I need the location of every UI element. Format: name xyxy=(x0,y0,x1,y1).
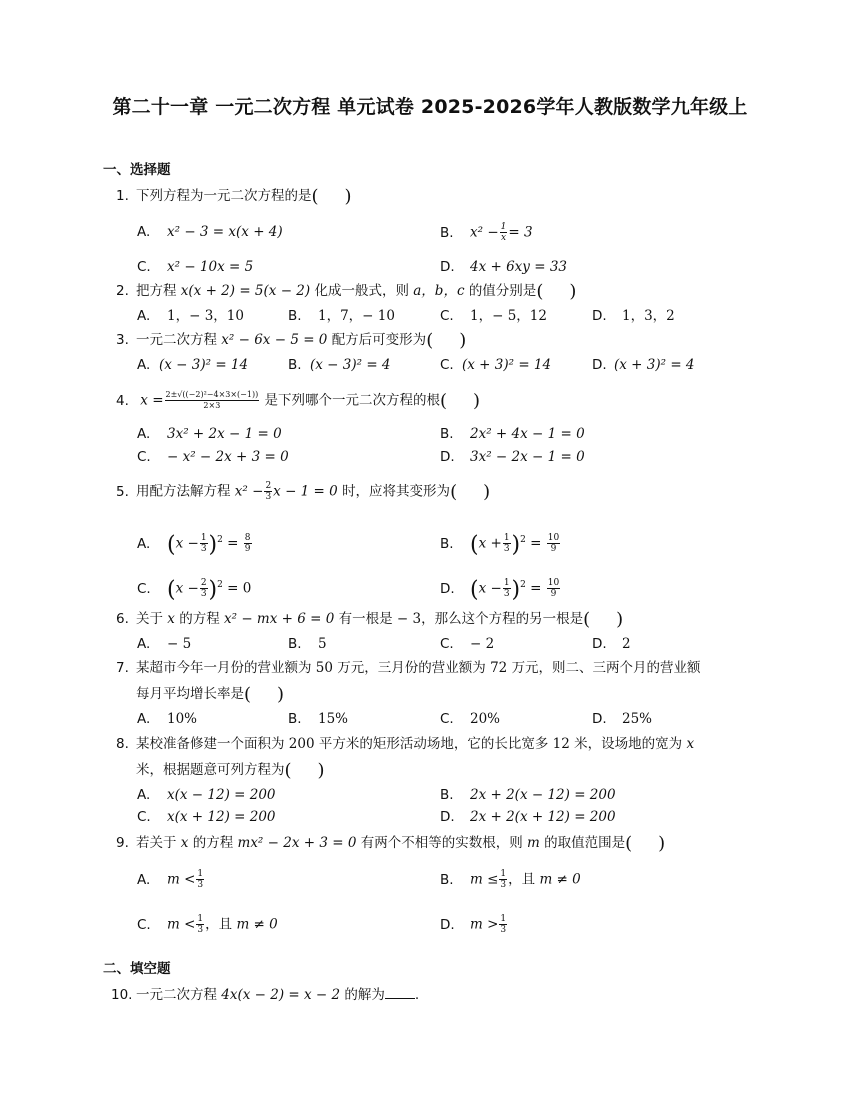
question-text-line2: 米，根据题意可列方程为 xyxy=(136,762,285,778)
option-label: B. xyxy=(440,871,454,888)
question-root: − 3 xyxy=(396,611,422,627)
question-text-mid: 平方米的矩形活动场地，它的长比宽多 xyxy=(318,736,549,752)
q9-option-b[interactable] xyxy=(440,869,581,890)
answer-paren-open: ( xyxy=(311,186,319,207)
question-var: x xyxy=(167,611,175,627)
exponent: 2 xyxy=(217,580,223,590)
option-text: 1，7，− 10 xyxy=(318,308,395,324)
fraction-denominator: 3 xyxy=(500,925,507,935)
q6-option-d[interactable] xyxy=(592,634,631,654)
answer-paren-close: ) xyxy=(473,390,481,412)
q8-option-b[interactable] xyxy=(440,785,616,805)
q4-option-d[interactable] xyxy=(440,447,585,467)
question-equation-tail: x − 1 = 0 xyxy=(273,483,338,500)
option-text-tail: m ≠ 0 xyxy=(236,916,278,933)
answer-paren-close: ) xyxy=(658,833,666,854)
question-text: 某校准备修建一个面积为 xyxy=(136,736,285,752)
answer-paren-open: ( xyxy=(284,760,292,781)
q1-option-c[interactable] xyxy=(137,257,253,277)
option-label: A. xyxy=(137,426,151,442)
fraction-numerator: 1 xyxy=(197,869,204,879)
q7-option-d[interactable] xyxy=(592,709,652,729)
answer-paren-open: ( xyxy=(440,390,448,412)
question-equation: 4x(x − 2) = x − 2 xyxy=(221,987,341,1003)
q1-option-a[interactable] xyxy=(137,222,283,242)
answer-paren-open: ( xyxy=(536,281,544,302)
question-text-mid: 化成一般式，则 xyxy=(314,283,409,299)
fraction-denominator: 3 xyxy=(200,544,207,554)
question-value-2: 72 xyxy=(490,660,508,676)
q4-option-b[interactable] xyxy=(440,424,585,444)
question-2 xyxy=(116,281,576,302)
option-label: B. xyxy=(288,711,302,727)
q4-option-c[interactable] xyxy=(137,447,289,467)
section-heading-choice: 一、选择题 xyxy=(103,162,171,178)
option-text: m < xyxy=(167,916,196,933)
q1-option-d[interactable] xyxy=(440,257,567,277)
answer-paren-open: ( xyxy=(583,609,591,630)
equals-sign: = xyxy=(227,580,239,597)
option-text: (x + 3)² = 4 xyxy=(614,357,695,373)
question-text: 把方程 xyxy=(136,283,177,299)
question-text: 若关于 xyxy=(136,835,177,851)
question-text-line2: 每月平均增长率是 xyxy=(136,686,244,702)
question-var-2: m xyxy=(527,835,540,851)
option-text: x² − 3 = x(x + 4) xyxy=(167,224,283,240)
fraction-numerator: 1 xyxy=(500,222,507,232)
question-value-1: 50 xyxy=(315,660,333,676)
q6-option-a[interactable] xyxy=(137,634,191,654)
question-5 xyxy=(116,481,490,503)
option-text: (x + 3)² = 14 xyxy=(462,357,552,373)
option-label: B. xyxy=(440,426,454,442)
q1-option-b[interactable] xyxy=(440,222,533,243)
question-number: 8. xyxy=(116,736,129,752)
option-text: x(x − 12) = 200 xyxy=(167,787,276,803)
question-3 xyxy=(116,330,466,351)
fraction-denominator: 3 xyxy=(200,589,207,599)
question-var: x xyxy=(686,736,695,752)
option-label: D. xyxy=(440,449,455,465)
fraction-numerator: 1 xyxy=(197,914,204,924)
option-text: x − xyxy=(175,535,199,552)
option-label: C. xyxy=(440,357,454,373)
option-text: 1，− 3，10 xyxy=(167,308,244,324)
question-7 xyxy=(116,658,701,678)
option-label: C. xyxy=(440,308,454,324)
option-label: D. xyxy=(592,711,607,727)
q9-option-c[interactable] xyxy=(137,914,278,935)
question-text-mid2: 有一根是 xyxy=(338,611,393,627)
question-text-end: 的值分别是 xyxy=(468,283,537,299)
q6-option-c[interactable] xyxy=(440,634,494,654)
fraction-numerator: 10 xyxy=(547,578,560,588)
answer-paren-open: ( xyxy=(450,481,458,503)
question-vars: a，b，c xyxy=(413,283,465,299)
exponent: 2 xyxy=(520,580,526,590)
option-label: B. xyxy=(288,308,302,324)
option-text: 15% xyxy=(318,711,349,727)
answer-paren-close: ) xyxy=(483,481,491,503)
option-label: C. xyxy=(440,636,454,652)
equals-sign: = xyxy=(227,535,239,552)
option-text: 3x² − 2x − 1 = 0 xyxy=(470,449,585,465)
q3-option-d[interactable] xyxy=(592,355,695,375)
fraction xyxy=(196,869,204,890)
option-label: A. xyxy=(137,787,151,803)
fraction-numerator: 1 xyxy=(500,869,507,879)
option-text: x(x + 12) = 200 xyxy=(167,809,276,825)
option-label: C. xyxy=(137,259,151,275)
answer-paren-close: ) xyxy=(317,760,325,781)
question-text-end: 是下列哪个一元二次方程的根 xyxy=(264,392,441,409)
question-9 xyxy=(116,833,665,854)
option-label: C. xyxy=(440,711,454,727)
question-6 xyxy=(116,609,623,630)
question-text-end: 万元，则二、三两个月的营业额 xyxy=(511,660,701,676)
question-text-end: 配方后可变形为 xyxy=(331,332,427,348)
option-label: A. xyxy=(137,357,151,373)
question-7-line-2 xyxy=(136,684,284,705)
option-label: C. xyxy=(137,809,151,825)
exponent: 2 xyxy=(217,535,223,545)
section-heading-fill: 二、填空题 xyxy=(103,961,171,977)
fraction-denominator: 3 xyxy=(265,492,272,502)
option-text: 2x + 2(x − 12) = 200 xyxy=(470,787,616,803)
option-label: C. xyxy=(137,916,151,933)
option-text: (x − 3)² = 4 xyxy=(310,357,391,373)
q3-option-a[interactable] xyxy=(137,355,248,375)
answer-paren-open: ( xyxy=(244,684,252,705)
option-label: D. xyxy=(592,636,607,652)
answer-paren-close: ) xyxy=(616,609,624,630)
q3-option-b[interactable] xyxy=(288,355,391,375)
option-text: − 5 xyxy=(167,636,192,652)
question-number: 6. xyxy=(116,611,129,627)
option-text: (x − 3)² = 14 xyxy=(159,357,249,373)
option-label: A. xyxy=(137,308,151,324)
option-text: 5 xyxy=(318,636,327,652)
option-text-tail: m ≠ 0 xyxy=(539,871,581,888)
option-label: A. xyxy=(137,711,151,727)
fraction xyxy=(165,390,260,411)
option-label: D. xyxy=(440,580,455,597)
fraction xyxy=(547,533,560,554)
equals-sign: = xyxy=(530,580,542,597)
answer-paren-open: ( xyxy=(625,833,633,854)
fraction xyxy=(244,533,252,554)
q2-option-b[interactable] xyxy=(288,306,395,326)
answer-paren-close: ) xyxy=(569,281,577,302)
option-label: D. xyxy=(440,809,455,825)
option-text-mid: ，且 xyxy=(205,916,233,933)
question-equation: x² − 6x − 5 = 0 xyxy=(221,332,328,348)
fraction xyxy=(547,578,560,599)
option-text: m < xyxy=(167,871,196,888)
fraction-numerator: 2±√((−2)²−4×3×(−1)) xyxy=(165,390,259,399)
question-equation: x² − xyxy=(234,483,264,500)
question-number: 2. xyxy=(116,283,129,299)
answer-paren-close: ) xyxy=(277,684,285,705)
question-number: 10. xyxy=(111,987,133,1003)
option-label: B. xyxy=(440,224,454,241)
fraction-denominator: 9 xyxy=(550,544,557,554)
option-label: B. xyxy=(288,357,302,373)
question-text-mid2: 有两个不相等的实数根，则 xyxy=(360,835,523,851)
question-text-end: 的解为 xyxy=(344,987,385,1003)
option-text: 2 xyxy=(622,636,631,652)
option-text: 2x + 2(x + 12) = 200 xyxy=(470,809,616,825)
option-text: 1，− 5，12 xyxy=(470,308,547,324)
question-4 xyxy=(116,390,480,412)
q8-option-d[interactable] xyxy=(440,807,616,827)
option-text: − 2 xyxy=(470,636,495,652)
question-number: 7. xyxy=(116,660,129,676)
exponent: 2 xyxy=(520,535,526,545)
option-result: 0 xyxy=(242,580,252,597)
option-label: D. xyxy=(592,357,607,373)
option-label: C. xyxy=(137,580,151,597)
question-text: 用配方法解方程 xyxy=(136,483,231,500)
answer-paren-open: ( xyxy=(426,330,434,351)
q5-option-a[interactable]: A. (x − $\frac{1}{3}$ )$^2$ = $\frac{8}{9}$ xyxy=(137,532,251,558)
fraction-denominator: 3 xyxy=(503,589,510,599)
question-1 xyxy=(116,186,352,207)
option-label: C. xyxy=(137,449,151,465)
fraction xyxy=(264,481,272,502)
answer-blank[interactable] xyxy=(385,986,415,999)
q9-option-d[interactable] xyxy=(440,914,508,935)
question-text-mid: 的方程 xyxy=(192,835,234,851)
option-text: 2x² + 4x − 1 = 0 xyxy=(470,426,585,442)
fraction xyxy=(503,533,511,554)
fraction xyxy=(499,869,507,890)
option-label: B. xyxy=(440,787,454,803)
fraction-numerator: 10 xyxy=(547,533,560,543)
question-text: 一元二次方程 xyxy=(136,987,217,1003)
option-text: 20% xyxy=(470,711,501,727)
fraction-denominator: 3 xyxy=(197,880,204,890)
option-text-mid: ，且 xyxy=(508,871,536,888)
fraction-numerator: 2 xyxy=(200,578,207,588)
fraction xyxy=(500,222,508,243)
q7-option-c[interactable] xyxy=(440,709,500,729)
option-text: 25% xyxy=(622,711,653,727)
question-text-mid: 的方程 xyxy=(179,611,220,627)
q7-option-a[interactable] xyxy=(137,709,197,729)
option-text: x² − 10x = 5 xyxy=(167,259,254,275)
question-equation: mx² − 2x + 3 = 0 xyxy=(237,835,357,851)
question-number: 3. xyxy=(116,332,129,348)
question-text: 下列方程为一元二次方程的是 xyxy=(136,188,312,204)
fraction-denominator: 9 xyxy=(244,544,251,554)
question-value-2: 12 xyxy=(552,736,570,752)
question-equation: x(x + 2) = 5(x − 2) xyxy=(180,283,311,299)
fraction-denominator: x xyxy=(500,233,507,243)
question-text-end: ，那么这个方程的另一根是 xyxy=(421,611,584,627)
fraction-denominator: 3 xyxy=(197,925,204,935)
option-label: A. xyxy=(137,871,151,888)
question-text-end: 米，设场地的宽为 xyxy=(574,736,683,752)
option-label: D. xyxy=(440,259,455,275)
fraction-numerator: 1 xyxy=(500,914,507,924)
option-text: 1，3，2 xyxy=(622,308,675,324)
question-period: . xyxy=(414,987,420,1003)
question-text: 一元二次方程 xyxy=(136,332,217,348)
fraction-denominator: 3 xyxy=(500,880,507,890)
question-lhs: x = xyxy=(140,392,164,409)
fraction xyxy=(499,914,507,935)
q8-option-c[interactable] xyxy=(137,807,276,827)
option-text: m ≤ xyxy=(470,871,499,888)
question-value-1: 200 xyxy=(288,736,315,752)
option-text: x + xyxy=(478,535,502,552)
page-title: 第二十一章 一元二次方程 单元试卷 2025-2026学年人教版数学九年级上 xyxy=(112,96,748,118)
option-label: A. xyxy=(137,636,151,652)
question-8 xyxy=(116,734,694,754)
q5-option-d[interactable]: D. (x − $\frac{1}{3}$ )$^2$ = $\frac{10}{9}$ xyxy=(440,577,560,603)
answer-paren-close: ) xyxy=(344,186,352,207)
question-number: 5. xyxy=(116,483,129,500)
fraction-denominator: 3 xyxy=(503,544,510,554)
q2-option-c[interactable] xyxy=(440,306,547,326)
option-label: D. xyxy=(440,916,455,933)
q6-option-b[interactable] xyxy=(288,634,327,654)
fraction-numerator: 8 xyxy=(244,533,251,543)
option-text: 4x + 6xy = 33 xyxy=(470,259,567,275)
fraction-denominator: 2×3 xyxy=(203,401,221,410)
answer-paren-close: ) xyxy=(459,330,467,351)
question-text-end: 的取值范围是 xyxy=(544,835,626,851)
question-text-mid: 万元，三月份的营业额为 xyxy=(337,660,486,676)
fraction-numerator: 1 xyxy=(503,578,510,588)
fraction-numerator: 2 xyxy=(265,481,272,491)
q2-option-a[interactable] xyxy=(137,306,244,326)
question-text-end: 时，应将其变形为 xyxy=(342,483,451,500)
fraction-numerator: 1 xyxy=(503,533,510,543)
option-text: x − xyxy=(478,580,502,597)
fraction xyxy=(200,578,208,599)
question-number: 9. xyxy=(116,835,129,851)
question-number: 4. xyxy=(116,392,129,409)
option-text: 10% xyxy=(167,711,198,727)
option-text: 3x² + 2x − 1 = 0 xyxy=(167,426,282,442)
q2-option-d[interactable] xyxy=(592,306,675,326)
question-8-line-2 xyxy=(136,760,325,781)
option-text-tail: = 3 xyxy=(508,224,533,241)
q7-option-b[interactable] xyxy=(288,709,348,729)
fraction-numerator: 1 xyxy=(200,533,207,543)
option-text: m > xyxy=(470,916,499,933)
option-text: − x² − 2x + 3 = 0 xyxy=(167,449,289,465)
question-text: 某超市今年一月份的营业额为 xyxy=(136,660,312,676)
q8-option-a[interactable] xyxy=(137,785,276,805)
option-label: B. xyxy=(288,636,302,652)
fraction-denominator: 9 xyxy=(550,589,557,599)
fraction xyxy=(200,533,208,554)
question-number: 1. xyxy=(116,188,129,204)
q9-option-a[interactable] xyxy=(137,869,205,890)
fraction xyxy=(503,578,511,599)
option-label: A. xyxy=(137,535,151,552)
q5-option-c[interactable]: C. (x − $\frac{2}{3}$ )$^2$ = 0 xyxy=(137,577,252,603)
option-text: x² − xyxy=(470,224,499,241)
q4-option-a[interactable] xyxy=(137,424,282,444)
option-label: B. xyxy=(440,535,454,552)
option-text: x − xyxy=(175,580,199,597)
option-label: A. xyxy=(137,224,151,240)
fraction xyxy=(196,914,204,935)
equals-sign: = xyxy=(530,535,542,552)
question-10 xyxy=(111,985,419,1005)
question-var: x xyxy=(180,835,189,851)
q5-option-b[interactable]: B. (x + $\frac{1}{3}$ )$^2$ = $\frac{10}{9}$ xyxy=(440,532,560,558)
question-equation: x² − mx + 6 = 0 xyxy=(224,611,335,627)
option-label: D. xyxy=(592,308,607,324)
q3-option-c[interactable] xyxy=(440,355,551,375)
question-text: 关于 xyxy=(136,611,163,627)
